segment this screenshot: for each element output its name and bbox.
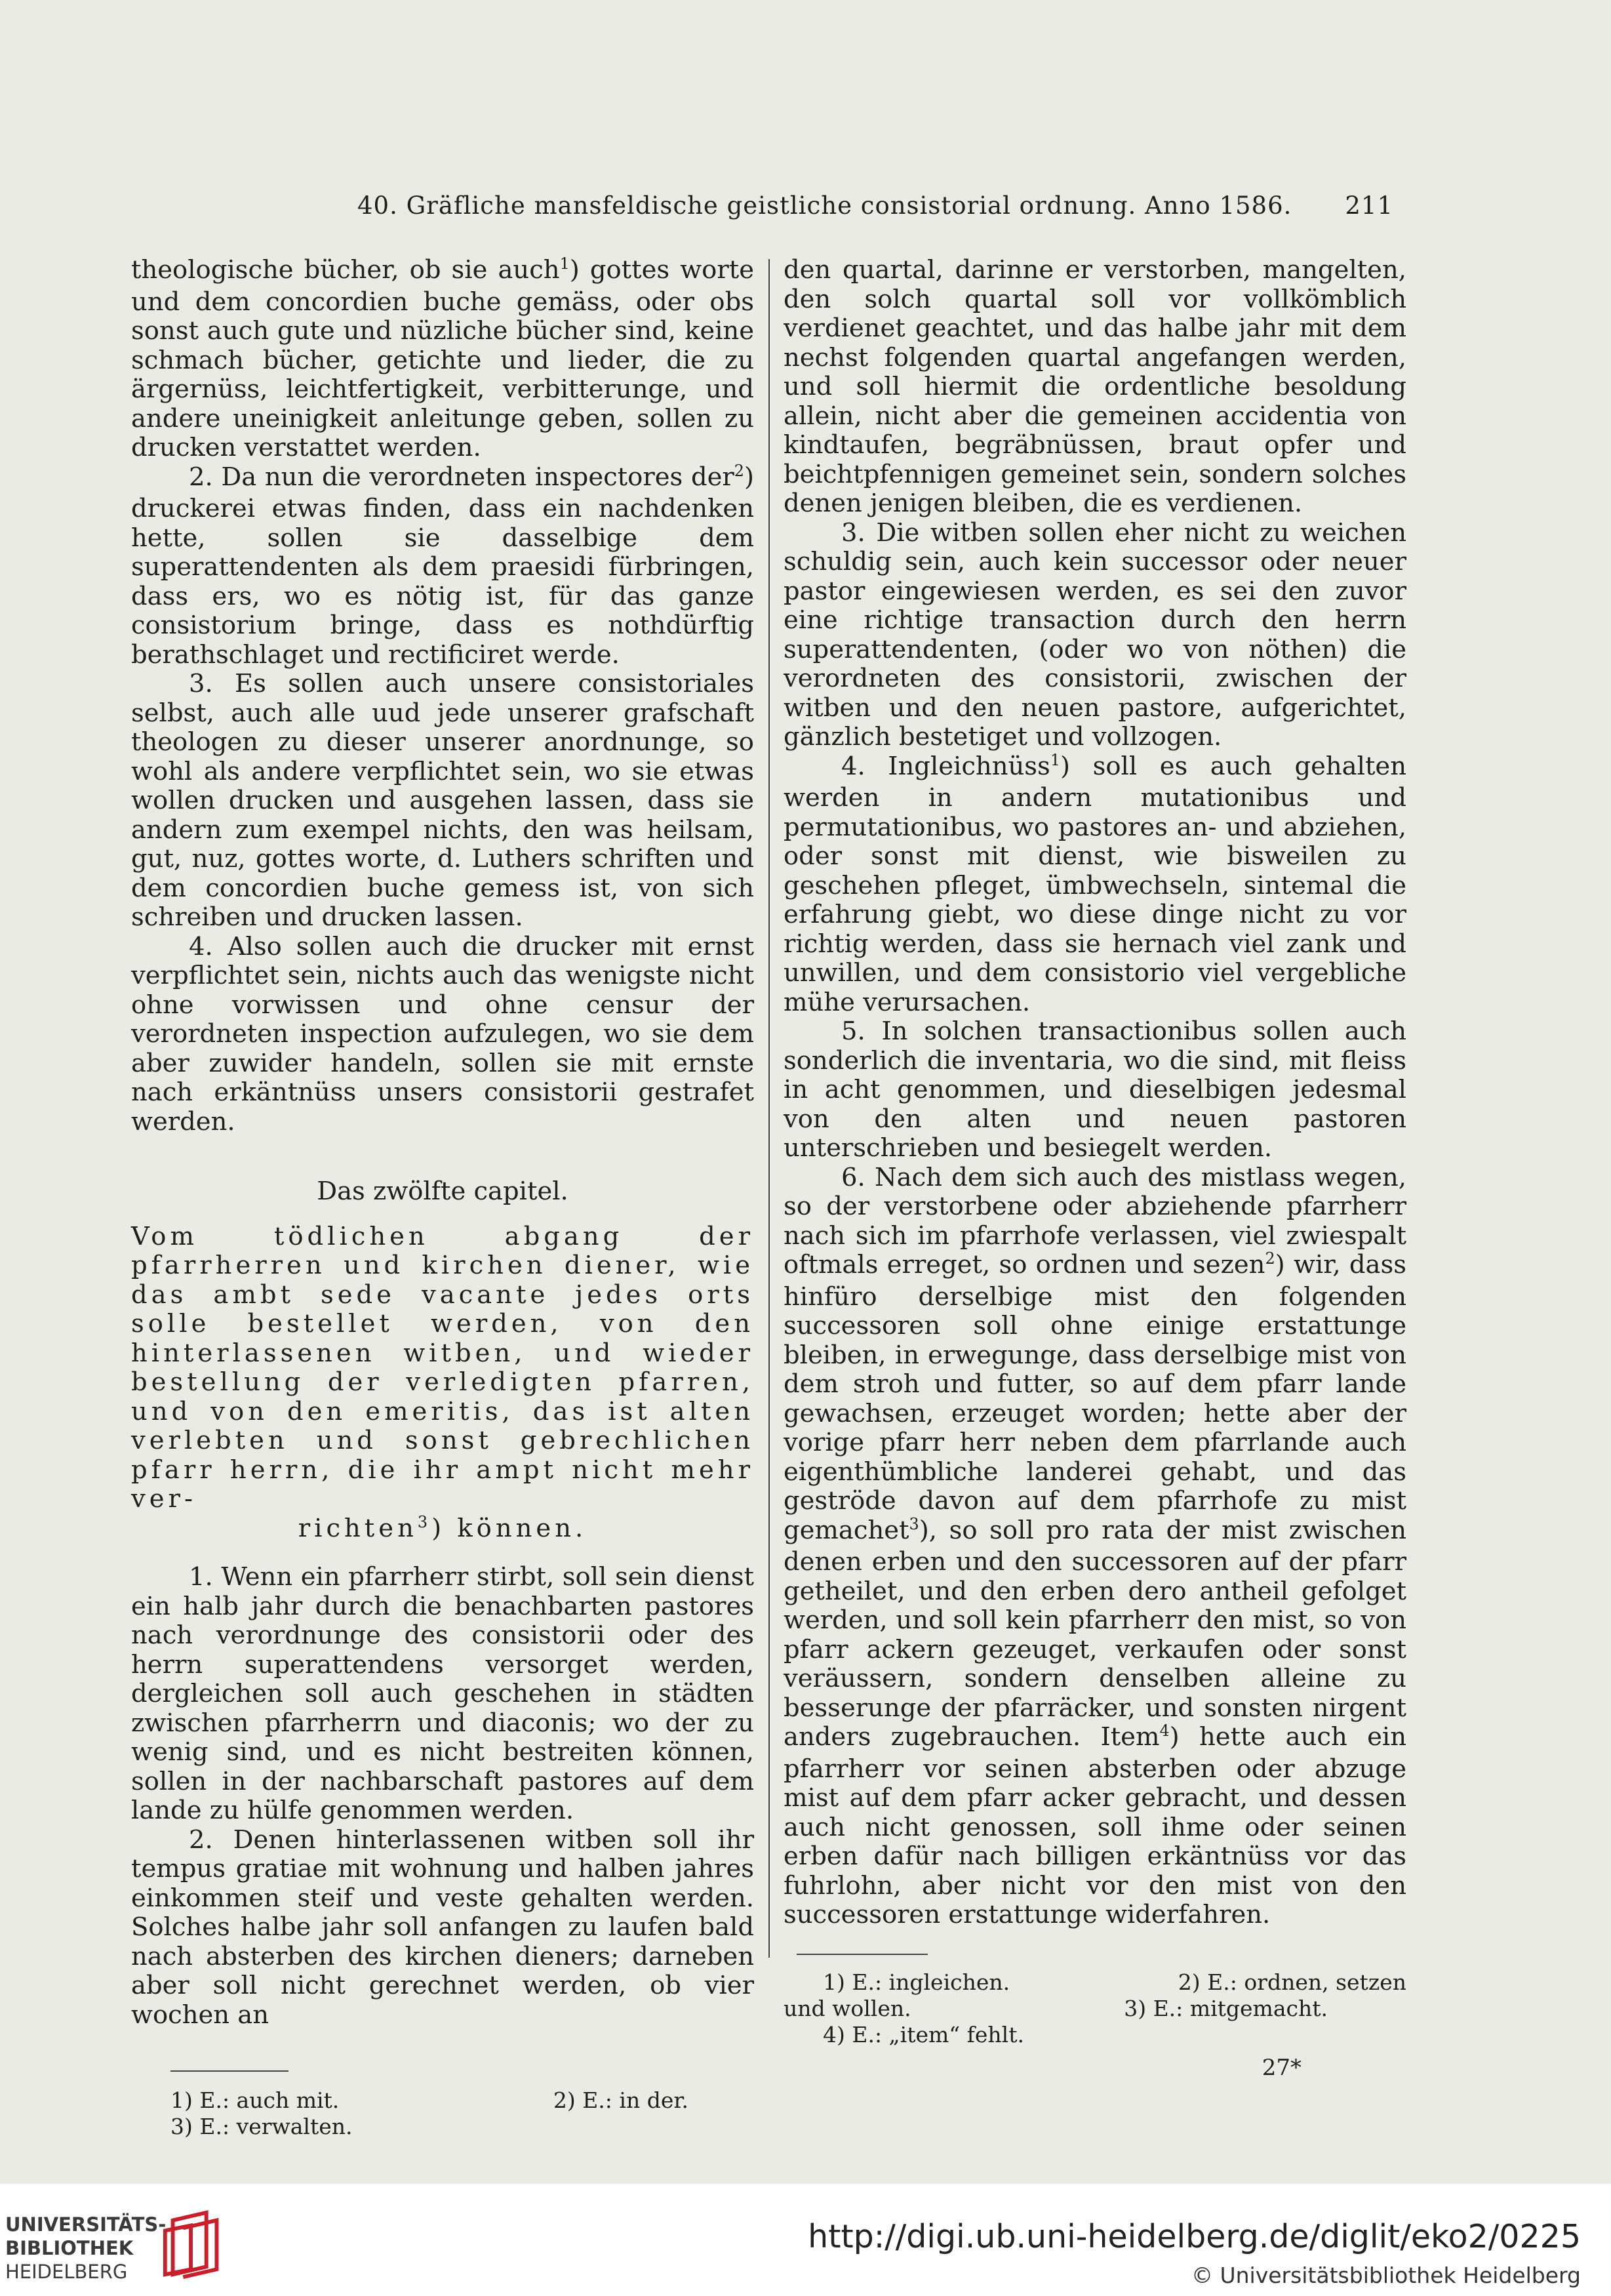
paragraph: 3. Die witben sollen eher nicht zu weichen schuldig sein, auch kein successor oder neuer pastor eingewiesen werden, es sei den zuvor eine richtige transaction durch den herrn superattendenten, (oder wo von nöthen) die verordneten des consistorii, zwischen der witben und den neuen pastore, aufgerichtet, gänzlich bestetiget und vollzogen. <box>784 517 1406 752</box>
footnote: 2) E.: ordnen, setzen <box>1178 1969 1406 1995</box>
paragraph: 2. Denen hinterlassenen witben soll ihr tempus gratiae mit wohnung und halben jahres einkommen steif und veste gehalten werden. Solches halbe jahr soll anfangen zu laufen bald nach absterben des kirchen dieners; darneben aber soll nicht gerechnet werden, ob vier wochen an <box>131 1824 754 2030</box>
paragraph: 3. Es sollen auch unsere consistoriales selbst, auch alle uud jede unserer grafschaft theologen zu dieser unserer anordnunge, so wohl als andere verpflichtet sein, wo sie etwas wollen drucken und ausgehen lassen, dass sie andern zum exempel nichts, den was heilsam, gut, nuz, gottes worte, d. Luthers schriften und dem concordien buche gemess ist, von sich schreiben und drucken lassen. <box>131 669 754 932</box>
left-column <box>131 256 754 2140</box>
footnote-rule <box>170 2070 288 2072</box>
running-head <box>357 191 1393 231</box>
paragraph: 6. Nach dem sich auch des mistlass wegen, so der verstorbene oder abziehende pfarrherr nach sich im pfarrhofe verlassen, viel zwiespalt oftmals erreget, so ordnen und sezen$^2$) wir, dass hinfüro derselbige mist den folgenden successoren soll ohne einige erstattunge bleiben, in erwegunge, dass derselbige mist von dem stroh und futter, so auf dem pfarr lande gewachsen, erzeuget worden; hette aber der vorige pfarr herr neben dem pfarrlande auch eigenthümbliche landerei gehabt, und das geströde davon auf dem pfarrhofe zu mist gemachet$^3$), so soll pro rata der mist zwischen denen erben und den successoren auf der pfarr getheilet, und den erben dero antheil gefolget werden, und soll kein pfarrherr den mist, so von pfarr ackern gezeuget, verkaufen oder sonst veräussern, sondern denselben alleine zu besserunge der pfarräcker, und sonsten nirgent anders zugebrauchen. Item$^4$) hette auch ein pfarrherr vor seinen absterben oder abzuge mist auf dem pfarr acker gebracht, und dessen auch nicht genossen, soll ihme oder seinen erben dafür nach billigen erkäntnüss vor das fuhrlohn, aber nicht vor den mist von den successoren erstattunge widerfahren. <box>784 1162 1406 1929</box>
footnote: 1) E.: ingleichen. <box>823 1969 1010 1995</box>
footer-bar <box>0 2184 1611 2296</box>
paragraph: 4. Also sollen auch die drucker mit ernst verpflichtet sein, nichts auch das wenigste nicht ohne vorwissen und ohne censur der verordneten inspection aufzulegen, wo sie dem aber zuwider handeln, sollen sie mit ernste nach erkäntnüss unsers consistorii gestrafet werden. <box>131 931 754 1137</box>
footnote-continuation: und wollen. <box>784 1995 911 2021</box>
footnote: 1) E.: auch mit. <box>170 2087 340 2113</box>
chapter-subtitle: Vom tödlichen abgang der pfarrherren und kirchen diener, wie das ambt sede vacante jedes orts solle bestellet werden, von den hinterlassenen witben, und wieder bestellung der verledigten pfarren, und von den emeritis, das ist alten verlebten und sonst gebrechlichen pfarr herrn, die ihr ampt nicht mehr ver- richten$^3$) können. <box>131 1221 754 1543</box>
copyright-notice: © Universitätsbibliothek Heidelberg <box>1191 2263 1581 2288</box>
column-divider <box>768 259 770 1958</box>
library-logo-text: UNIVERSITÄTS- BIBLIOTHEK HEIDELBERG <box>5 2213 167 2283</box>
footnotes <box>131 2087 754 2140</box>
running-title: 40. Gräfliche mansfeldische geistliche consistorial ordnung. Anno 1586. <box>357 191 1292 220</box>
paragraph: 2. Da nun die verordneten inspectores der$^2$) druckerei etwas finden, dass ein nachdenken hette, sollen sie dasselbige dem superattendenten als dem praesidi fürbringen, dass ers, wo es nötig ist, für das ganze consistorium bringe, dass es nothdürftig berathschlaget und rectificiret werde. <box>131 461 754 670</box>
footnote-rule <box>797 1954 928 1955</box>
page-number: 211 <box>1345 191 1393 220</box>
paragraph: 5. In solchen transactionibus sollen auch sonderlich die inventaria, wo die sind, mit fleiss in acht genommen, und dieselbigen jedesmal von den alten und neuen pastoren unterschrieben und besiegelt werden. <box>784 1017 1406 1163</box>
footnote: 3) E.: mitgemacht. <box>1124 1995 1328 2021</box>
paragraph: theologische bücher, ob sie auch$^1$) gottes worte und dem concordien buche gemäss, oder obs sonst auch gute und nüzliche bücher sind, keine schmach bücher, getichte und lieder, die zu ärgernüss, leichtfertigkeit, verbitterunge, und andere uneinigkeit anleitunge geben, sollen zu drucken verstattet werden. <box>131 254 754 462</box>
right-column <box>784 256 1406 2082</box>
chapter-title: Das zwölfte capitel. <box>317 1177 568 1206</box>
signature-mark: 27* <box>1262 2054 1302 2081</box>
paragraph: 4. Ingleichnüss$^1$) soll es auch gehalten werden in andern mutationibus und permutationibus, wo pastores an- und abziehen, oder sonst mit dienst, wie bisweilen zu geschehen pfleget, ümbwechseln, sintemal die erfahrung giebt, wo diese dinge nicht zu vor richtig werden, dass sie hernach viel zank und unwillen, und dem consistorio viel vergebliche mühe verursachen. <box>784 750 1406 1017</box>
footnote: 2) E.: in der. <box>553 2087 688 2113</box>
footnotes <box>784 1969 1406 2048</box>
permalink-url[interactable]: http://digi.ub.uni-heidelberg.de/diglit/eko2/0225 <box>808 2218 1581 2255</box>
paragraph: den quartal, darinne er verstorben, mangelten, den solch quartal soll vor vollkömblich verdienet geachtet, und das halbe jahr mit dem nechst folgenden quartal angefangen werden, und soll hiermit die ordentliche besoldung allein, nicht aber die gemeinen accidentia von kindtaufen, begräbnüssen, braut opfer und beichtpfennigen gemeinet sein, sondern solches denen jenigen bleiben, die es verdienen. <box>784 255 1406 518</box>
footnote: 4) E.: „item“ fehlt. <box>823 2021 1024 2047</box>
paragraph: 1. Wenn ein pfarrherr stirbt, soll sein dienst ein halb jahr durch die benachbarten pastores nach verordnunge des consistorii oder des herrn superattendens versorget werden, dergleichen soll auch geschehen in städten zwischen pfarrherrn und diaconis; wo der zu wenig sind, und es nicht bestreiten können, sollen in der nachbarschaft pastores auf dem lande zu hülfe genommen werden. <box>131 1562 754 1825</box>
footnote: 3) E.: verwalten. <box>170 2114 353 2139</box>
library-logo-icon <box>155 2205 232 2282</box>
